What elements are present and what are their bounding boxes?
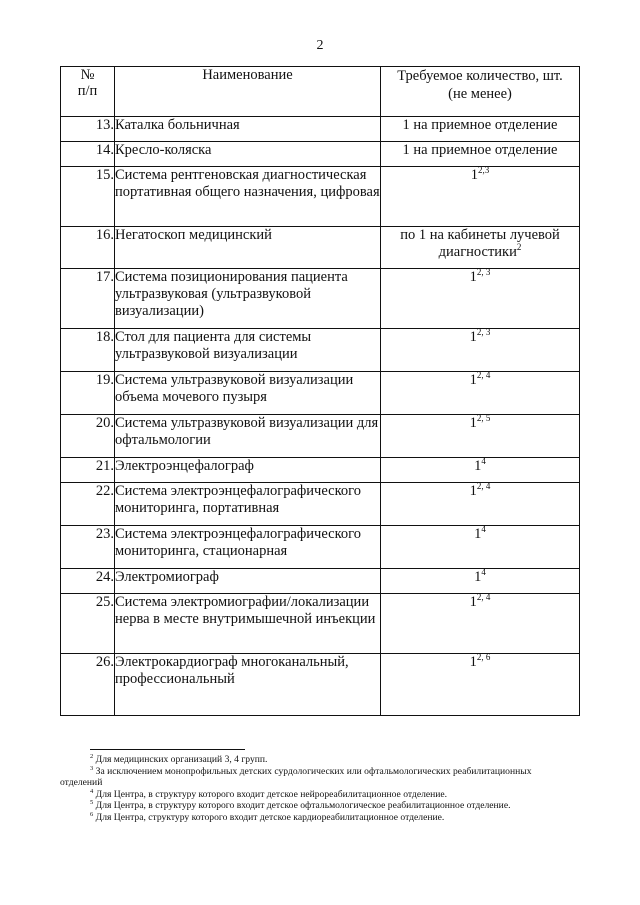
quantity-value: 1 <box>469 372 477 388</box>
quantity-value: 1 <box>470 167 478 183</box>
row-quantity <box>381 329 580 372</box>
header-number-symbol: № <box>80 67 95 83</box>
row-quantity <box>381 654 580 716</box>
footnote-text: Для Центра, в структуру которого входит детское нейрореабилитационное отделение. <box>95 788 448 800</box>
footnote-text: Для Центра, структуру которого входит детское кардиореабилитационное отделение. <box>95 811 445 823</box>
row-quantity <box>381 483 580 526</box>
quantity-value: 1 <box>469 329 477 345</box>
row-name: Стол для пациента для системы ультразвуковой визуализации <box>115 329 381 372</box>
footnote <box>60 754 580 766</box>
header-number-abbr: п/п <box>77 83 98 99</box>
quantity-value: 1 на приемное отделение <box>402 142 558 158</box>
table-row <box>61 329 580 372</box>
row-name: Система электроэнцефалографического мониторинга, стационарная <box>115 526 381 569</box>
row-number: 23. <box>61 526 115 569</box>
row-quantity <box>381 415 580 458</box>
footnote-ref: 4 <box>481 524 486 535</box>
footnote <box>60 812 580 824</box>
footnote-ref: 4 <box>481 567 486 578</box>
page-number: 2 <box>316 38 324 53</box>
row-number: 19. <box>61 372 115 415</box>
quantity-value: 1 <box>474 526 482 542</box>
footnote-ref: 2, 4 <box>476 592 491 603</box>
row-quantity <box>381 142 580 167</box>
row-number: 24. <box>61 569 115 594</box>
footnote-mark: 3 <box>90 764 94 772</box>
row-number: 22. <box>61 483 115 526</box>
footnotes <box>60 754 580 823</box>
footnote-ref: 2, 5 <box>476 413 491 424</box>
quantity-value: 1 <box>469 415 477 431</box>
table-row <box>61 269 580 329</box>
row-name: Система ультразвуковой визуализации для офтальмологии <box>115 415 381 458</box>
table-row <box>61 415 580 458</box>
quantity-value: 1 <box>469 654 477 670</box>
header-quantity-line1: Требуемое количество, шт. <box>397 68 563 84</box>
footnote <box>60 766 580 778</box>
row-name: Каталка больничная <box>115 117 381 142</box>
header-number <box>61 67 115 117</box>
row-name: Система рентгеновская диагностическая портативная общего назначения, цифровая <box>115 167 381 227</box>
row-name: Электроэнцефалограф <box>115 458 381 483</box>
footnote-ref: 2, 3 <box>476 267 491 278</box>
footnote-ref: 2, 3 <box>476 327 491 338</box>
footnote-text: Для Центра, в структуру которого входит детское офтальмологическое реабилитационное отделение. <box>95 800 511 811</box>
row-quantity <box>381 269 580 329</box>
row-name: Система ультразвуковой визуализации объема мочевого пузыря <box>115 372 381 415</box>
row-name: Система электромиографии/локализации нерва в месте внутримышечной инъекции <box>115 594 381 654</box>
row-quantity <box>381 458 580 483</box>
table-row <box>61 372 580 415</box>
footnote <box>60 789 580 801</box>
table-row <box>61 117 580 142</box>
header-name: Наименование <box>115 67 381 117</box>
footnote-mark: 2 <box>90 752 94 760</box>
header-quantity <box>381 67 580 117</box>
row-quantity <box>381 227 580 269</box>
row-number: 15. <box>61 167 115 227</box>
footnote-ref: 2 <box>516 242 522 253</box>
footnote-mark: 6 <box>90 810 94 818</box>
row-name: Негатоскоп медицинский <box>115 227 381 269</box>
footnote-ref: 2, 4 <box>476 481 491 492</box>
footnote-separator <box>90 749 245 750</box>
row-quantity <box>381 117 580 142</box>
row-quantity <box>381 372 580 415</box>
row-quantity <box>381 167 580 227</box>
row-quantity <box>381 526 580 569</box>
row-number: 17. <box>61 269 115 329</box>
table-row <box>61 526 580 569</box>
footnote-ref: 4 <box>481 456 486 467</box>
table-header-row <box>61 67 580 117</box>
footnote-text: Для медицинских организаций 3, 4 групп. <box>95 754 268 765</box>
footnote <box>60 800 580 812</box>
quantity-value: 1 <box>474 569 482 585</box>
footnote-text: За исключением монопрофильных детских сурдологических или офтальмологических реабилитационных <box>95 765 532 777</box>
row-name: Электрокардиограф многоканальный, профессиональный <box>115 654 381 716</box>
table-row <box>61 458 580 483</box>
table-row <box>61 142 580 167</box>
row-number: 18. <box>61 329 115 372</box>
equipment-table <box>60 66 580 716</box>
table-row <box>61 227 580 269</box>
row-quantity <box>381 594 580 654</box>
row-name: Электромиограф <box>115 569 381 594</box>
table-row <box>61 654 580 716</box>
quantity-value: 1 <box>474 458 482 474</box>
footnote-ref: 2, 4 <box>476 370 491 381</box>
row-name: Система позиционирования пациента ультразвуковая (ультразвуковой визуализации) <box>115 269 381 329</box>
quantity-value: 1 <box>469 269 477 285</box>
row-number: 25. <box>61 594 115 654</box>
table-row <box>61 483 580 526</box>
row-number: 20. <box>61 415 115 458</box>
row-name: Кресло-коляска <box>115 142 381 167</box>
footnote-ref: 2, 6 <box>476 652 491 663</box>
row-number: 13. <box>61 117 115 142</box>
footnote-mark: 5 <box>90 798 94 806</box>
row-number: 21. <box>61 458 115 483</box>
row-number: 14. <box>61 142 115 167</box>
table-row <box>61 569 580 594</box>
table-row <box>61 167 580 227</box>
quantity-value: 1 <box>469 594 477 610</box>
quantity-value: 1 <box>469 483 477 499</box>
header-quantity-line2: (не менее) <box>448 86 512 102</box>
row-name: Система электроэнцефалографического мониторинга, портативная <box>115 483 381 526</box>
row-quantity <box>381 569 580 594</box>
footnote-continuation: отделений <box>60 777 103 788</box>
quantity-value: по 1 на кабинеты лучевой диагностики <box>400 227 560 260</box>
quantity-value: 1 на приемное отделение <box>402 117 558 133</box>
footnote-ref: 2,3 <box>478 165 490 176</box>
footnote-mark: 4 <box>90 787 94 795</box>
row-number: 26. <box>61 654 115 716</box>
row-number: 16. <box>61 227 115 269</box>
table-row <box>61 594 580 654</box>
